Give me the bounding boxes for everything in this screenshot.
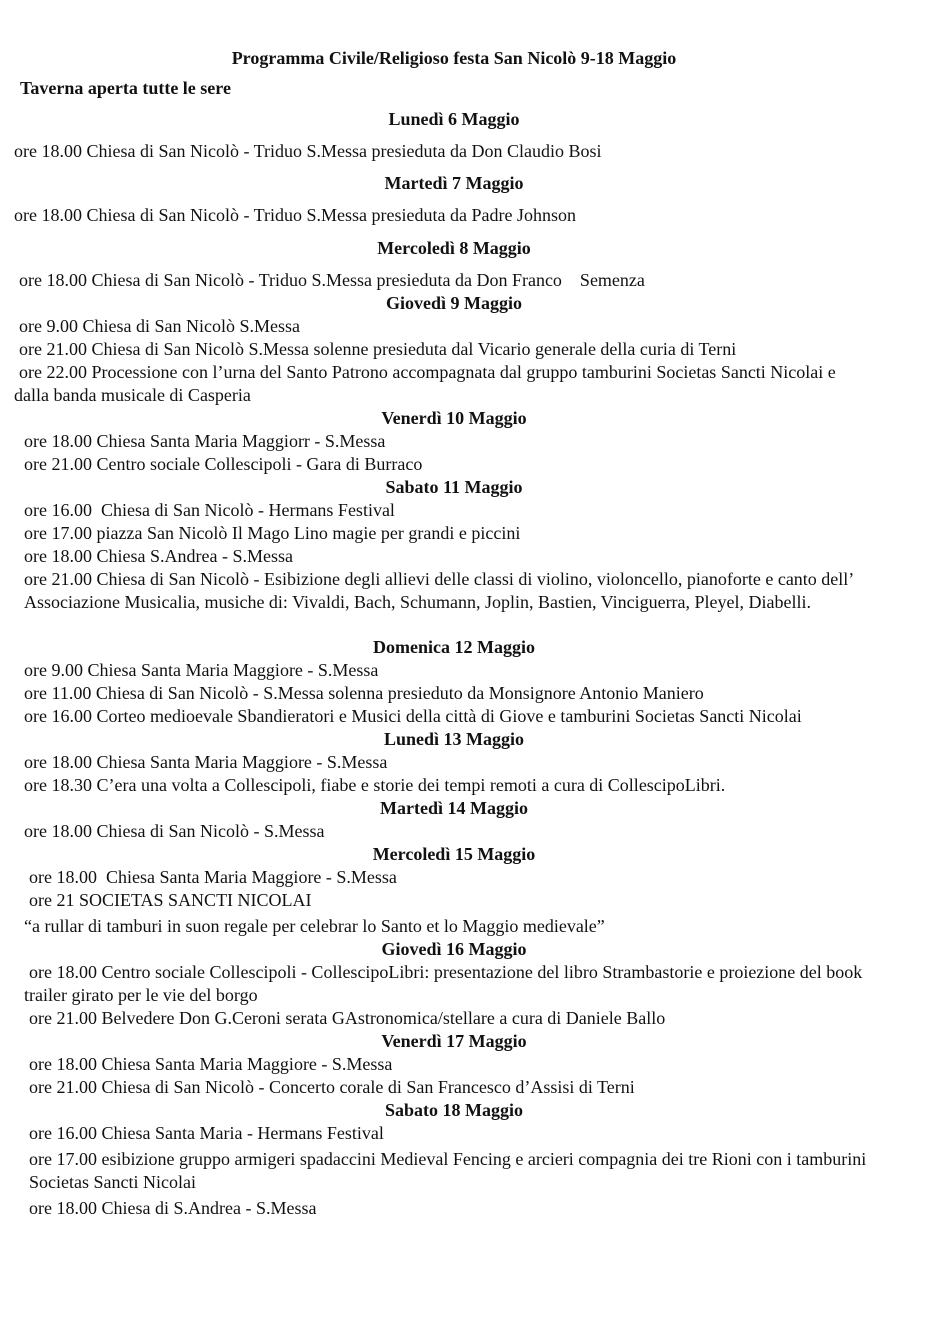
event-line: “a rullar di tamburi in suon regale per celebrar lo Santo et lo Maggio medievale” <box>24 916 605 936</box>
event-line: ore 9.00 Chiesa di San Nicolò S.Messa <box>19 316 300 336</box>
event-line: ore 21.00 Belvedere Don G.Ceroni serata GAstronomica/stellare a cura di Daniele Ballo <box>29 1008 666 1028</box>
event-line: ore 21 SOCIETAS SANCTI NICOLAI <box>29 890 312 910</box>
event-line: ore 16.00 Chiesa Santa Maria - Hermans Festival <box>29 1123 384 1143</box>
event-line: ore 21.00 Chiesa di San Nicolò - Concerto corale di San Francesco d’Assisi di Terni <box>29 1077 635 1097</box>
page-subtitle: Taverna aperta tutte le sere <box>20 78 231 98</box>
event-line: ore 18.00 Chiesa Santa Maria Maggiore - S.Messa <box>29 867 397 887</box>
day-heading-venerdi-17: Venerdì 17 Maggio <box>381 1031 527 1051</box>
event-line: ore 18.30 C’era una volta a Collescipoli, fiabe e storie dei tempi remoti a cura di CollescipoLibri. <box>24 775 726 795</box>
event-line: ore 21.00 Chiesa di San Nicolò - Esibizione degli allievi delle classi di violino, violoncello, pianoforte e canto dell’ Associazione Musicalia, musiche di: Vivaldi, Bach, Schumann, Joplin, Bastien, Vinciguerra, Pleyel, Diabelli. <box>24 569 853 612</box>
day-heading-martedi-7: Martedì 7 Maggio <box>384 173 524 193</box>
day-heading-martedi-14: Martedì 14 Maggio <box>380 798 528 818</box>
event-line: ore 18.00 Chiesa di San Nicolò - Triduo S.Messa presieduta da Don Franco Semenza <box>19 270 645 290</box>
page-title: Programma Civile/Religioso festa San Nicolò 9-18 Maggio <box>231 48 677 68</box>
event-line: ore 18.00 Chiesa di San Nicolò - Triduo S.Messa presieduta da Don Claudio Bosi <box>14 141 602 161</box>
day-heading-sabato-11: Sabato 11 Maggio <box>385 477 523 497</box>
event-line: ore 21.00 Centro sociale Collescipoli - Gara di Burraco <box>24 454 423 474</box>
day-heading-giovedi-9: Giovedì 9 Maggio <box>386 293 522 313</box>
day-heading-venerdi-10: Venerdì 10 Maggio <box>381 408 527 428</box>
day-heading-mercoledi-8: Mercoledì 8 Maggio <box>377 238 531 258</box>
event-line: ore 22.00 Processione con l’urna del Santo Patrono accompagnata dal gruppo tamburini Societas Sancti Nicolai e dalla banda musicale di Casperia <box>14 362 836 405</box>
event-line: ore 21.00 Chiesa di San Nicolò S.Messa solenne presieduta dal Vicario generale della curia di Terni <box>19 339 737 359</box>
day-heading-giovedi-16: Giovedì 16 Maggio <box>381 939 527 959</box>
day-heading-lunedi-6: Lunedì 6 Maggio <box>388 109 520 129</box>
event-line: ore 18.00 Chiesa di San Nicolò - Triduo S.Messa presieduta da Padre Johnson <box>14 205 576 225</box>
event-line: ore 18.00 Centro sociale Collescipoli - CollescipoLibri: presentazione del libro Strambastorie e proiezione del book trailer girato per le vie del borgo <box>24 962 863 1005</box>
event-line: ore 11.00 Chiesa di San Nicolò - S.Messa solenna presieduto da Monsignore Antonio Maniero <box>24 683 704 703</box>
event-line: ore 9.00 Chiesa Santa Maria Maggiore - S.Messa <box>24 660 379 680</box>
day-heading-mercoledi-15: Mercoledì 15 Maggio <box>372 844 536 864</box>
event-line: ore 18.00 Chiesa Santa Maria Maggiorr - S.Messa <box>24 431 386 451</box>
event-line: ore 18.00 Chiesa Santa Maria Maggiore - S.Messa <box>29 1054 393 1074</box>
event-line: ore 16.00 Corteo medioevale Sbandieratori e Musici della città di Giove e tamburini Societas Sancti Nicolai <box>24 706 802 726</box>
event-line: ore 17.00 piazza San Nicolò Il Mago Lino magie per grandi e piccini <box>24 523 521 543</box>
event-line: ore 18.00 Chiesa di San Nicolò - S.Messa <box>24 821 325 841</box>
day-heading-domenica-12: Domenica 12 Maggio <box>373 637 535 657</box>
event-line: ore 18.00 Chiesa Santa Maria Maggiore - S.Messa <box>24 752 388 772</box>
event-line: ore 18.00 Chiesa S.Andrea - S.Messa <box>24 546 293 566</box>
day-heading-lunedi-13: Lunedì 13 Maggio <box>383 729 525 749</box>
event-line: ore 16.00 Chiesa di San Nicolò - Hermans Festival <box>24 500 395 520</box>
event-line: ore 18.00 Chiesa di S.Andrea - S.Messa <box>29 1198 317 1218</box>
day-heading-sabato-18: Sabato 18 Maggio <box>384 1100 523 1120</box>
event-line: ore 17.00 esibizione gruppo armigeri spadaccini Medieval Fencing e arcieri compagnia dei tre Rioni con i tamburini Societas Sancti Nicolai <box>29 1149 867 1192</box>
